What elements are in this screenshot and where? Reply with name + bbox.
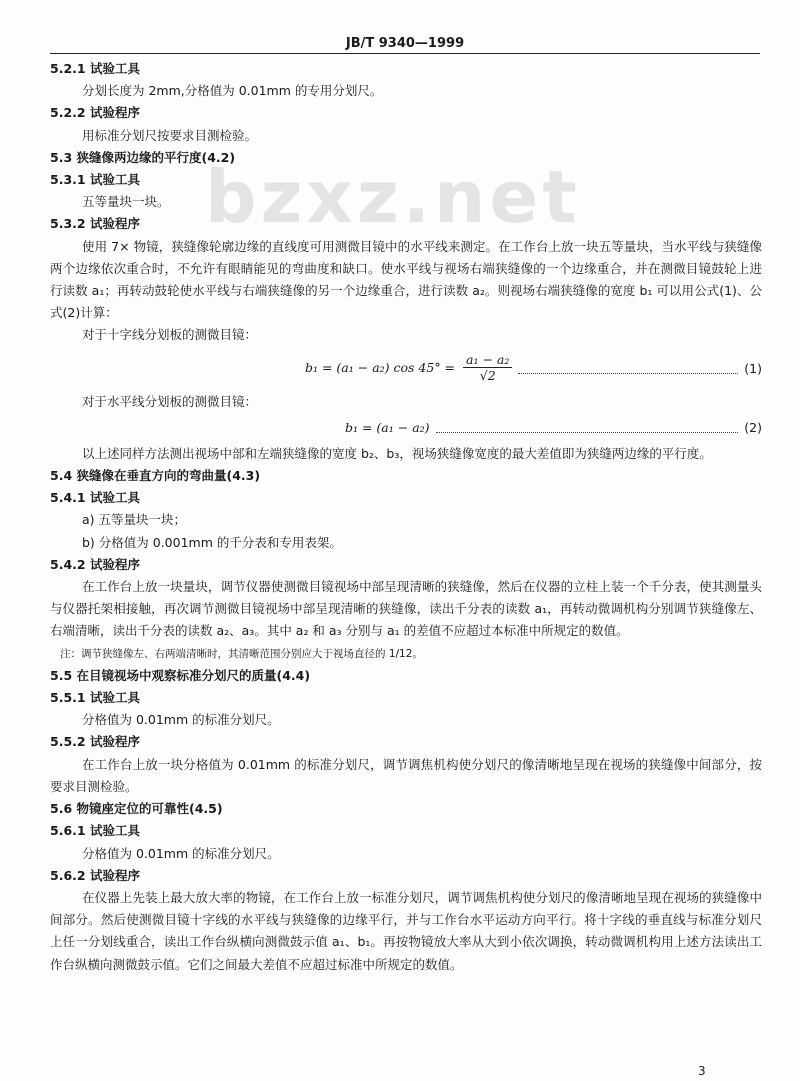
text-line: 分格值为 0.01mm 的标准分划尺。 [82,845,280,861]
formula-2-label: 对于水平线分划板的测微目镜： [82,393,258,409]
heading-5-6-1: 5.6.1 试验工具 [50,823,140,839]
page-number: 3 [698,1064,706,1078]
heading-5-4-1: 5.4.1 试验工具 [50,490,140,506]
heading-5-5-1: 5.5.1 试验工具 [50,690,140,706]
paragraph-5-6-2: 在仪器上先装上最大放大率的物镜，在工作台上放一标准分划尺，调节调焦机构使分划尺的像清晰地呈现在视场的狭缝像中间部分。然后使测微目镜十字线的水平线与狭缝像的边缘平行，并与工作台水平运动方向平行。将十字线的垂直线与标准分划尺上任一分划线重合，读出工作台纵横向测微鼓示值 a₁、b₁。再按物镜放大率从大到小依次调换，转动微调机构用上述方法读出工作台纵横向测微鼓示值。它们之间最大差值不应超过标准中所规定的数值。 [50,889,762,972]
heading-5-3-1: 5.3.1 试验工具 [50,172,140,188]
heading-5-3: 5.3 狭缝像两边缘的平行度(4.2) [50,149,236,165]
formula-1-lhs: b₁ = (a₁ − a₂) cos 45° = [305,360,456,376]
formula-1-fraction [463,353,512,384]
paragraph-parallelism: 以上述同样方法测出视场中部和左端狭缝像的宽度 b₂、b₃，视场狭缝像宽度的最大差值即为狭缝两边缘的平行度。 [82,445,712,461]
heading-5-2-2: 5.2.2 试验程序 [50,105,140,121]
heading-5-3-2: 5.3.2 试验程序 [50,216,140,232]
note: 注：调节狭缝像左、右两端清晰时，其清晰范围分别应大于视场直径的 1/12。 [60,647,423,660]
heading-5-6-2: 5.6.2 试验程序 [50,867,140,883]
paragraph-5-5-2: 在工作台上放一块分格值为 0.01mm 的标准分划尺，调节调焦机构使分划尺的像清晰地呈现在视场的狭缝像中间部分，按要求目测检验。 [50,756,762,794]
list-item-b: b) 分格值为 0.001mm 的千分表和专用表架。 [82,534,342,550]
standard-header: JB/T 9340—1999 [345,36,465,51]
formula-2-number: (2) [744,419,762,435]
heading-5-2-1: 5.2.1 试验工具 [50,61,140,76]
formula-1-number: (1) [744,360,762,376]
watermark: bzxz.net [205,155,581,239]
heading-5-6: 5.6 物镜座定位的可靠性(4.5) [50,801,223,817]
formula-1 [50,347,762,391]
heading-5-5: 5.5 在目镜视场中观察标准分划尺的质量(4.4) [50,667,311,683]
formula-2-leader [436,422,739,433]
text-line: 五等量块一块。 [82,194,170,210]
formula-2 [50,413,762,443]
header-rule [50,53,760,54]
formula-2-expression: b₁ = (a₁ − a₂) [345,419,430,435]
formula-1-expression [305,353,512,384]
heading-5-5-2: 5.5.2 试验程序 [50,734,140,750]
document-body [50,58,762,976]
formula-1-label: 对于十字线分划板的测微目镜： [82,327,258,343]
heading-5-4: 5.4 狭缝像在垂直方向的弯曲量(4.3) [50,468,261,484]
heading-5-4-2: 5.4.2 试验程序 [50,556,140,572]
text-line: 分格值为 0.01mm 的标准分划尺。 [82,712,280,728]
text-line: 用标准分划尺按要求目测检验。 [82,127,258,143]
list-item-a: a) 五等量块一块； [82,512,187,528]
paragraph-5-3-2: 使用 7× 物镜，狭缝像轮廓边缘的直线度可用测微目镜中的水平线来测定。在工作台上放一块五等量块，当水平线与狭缝像两个边缘依次重合时，不允许有眼睛能见的弯曲度和缺口。使水平线与视场右端狭缝像的一个边缘重合，并在测微目镜鼓轮上进行读数 a₁；再转动鼓轮使水平线与右端狭缝像的另一个边缘重合，进行读数 a₂。则视场右端狭缝像的宽度 b₁ 可以用公式(1)、公式(2)计算： [50,238,762,321]
formula-1-numerator: a₁ − a₂ [463,353,512,368]
paragraph-5-4-2: 在工作台上放一块量块，调节仪器使测微目镜视场中部呈现清晰的狭缝像，然后在仪器的立柱上装一个千分表，使其测量头与仪器托架相接触，再次调节测微目镜视场中部呈现清晰的狭缝像，读出千分表的读数 a₁，再转动微调机构分别调节狭缝像左、右端清晰，读出千分表的读数 a₂、a₃。其中 a₂ 和 a₃ 分别与 a₁ 的差值不应超过本标准中所规定的数值。 [50,579,762,639]
text-line: 分划长度为 2mm,分格值为 0.01mm 的专用分划尺。 [82,83,383,99]
formula-1-denominator: √2 [479,368,496,384]
formula-1-leader [518,363,738,374]
